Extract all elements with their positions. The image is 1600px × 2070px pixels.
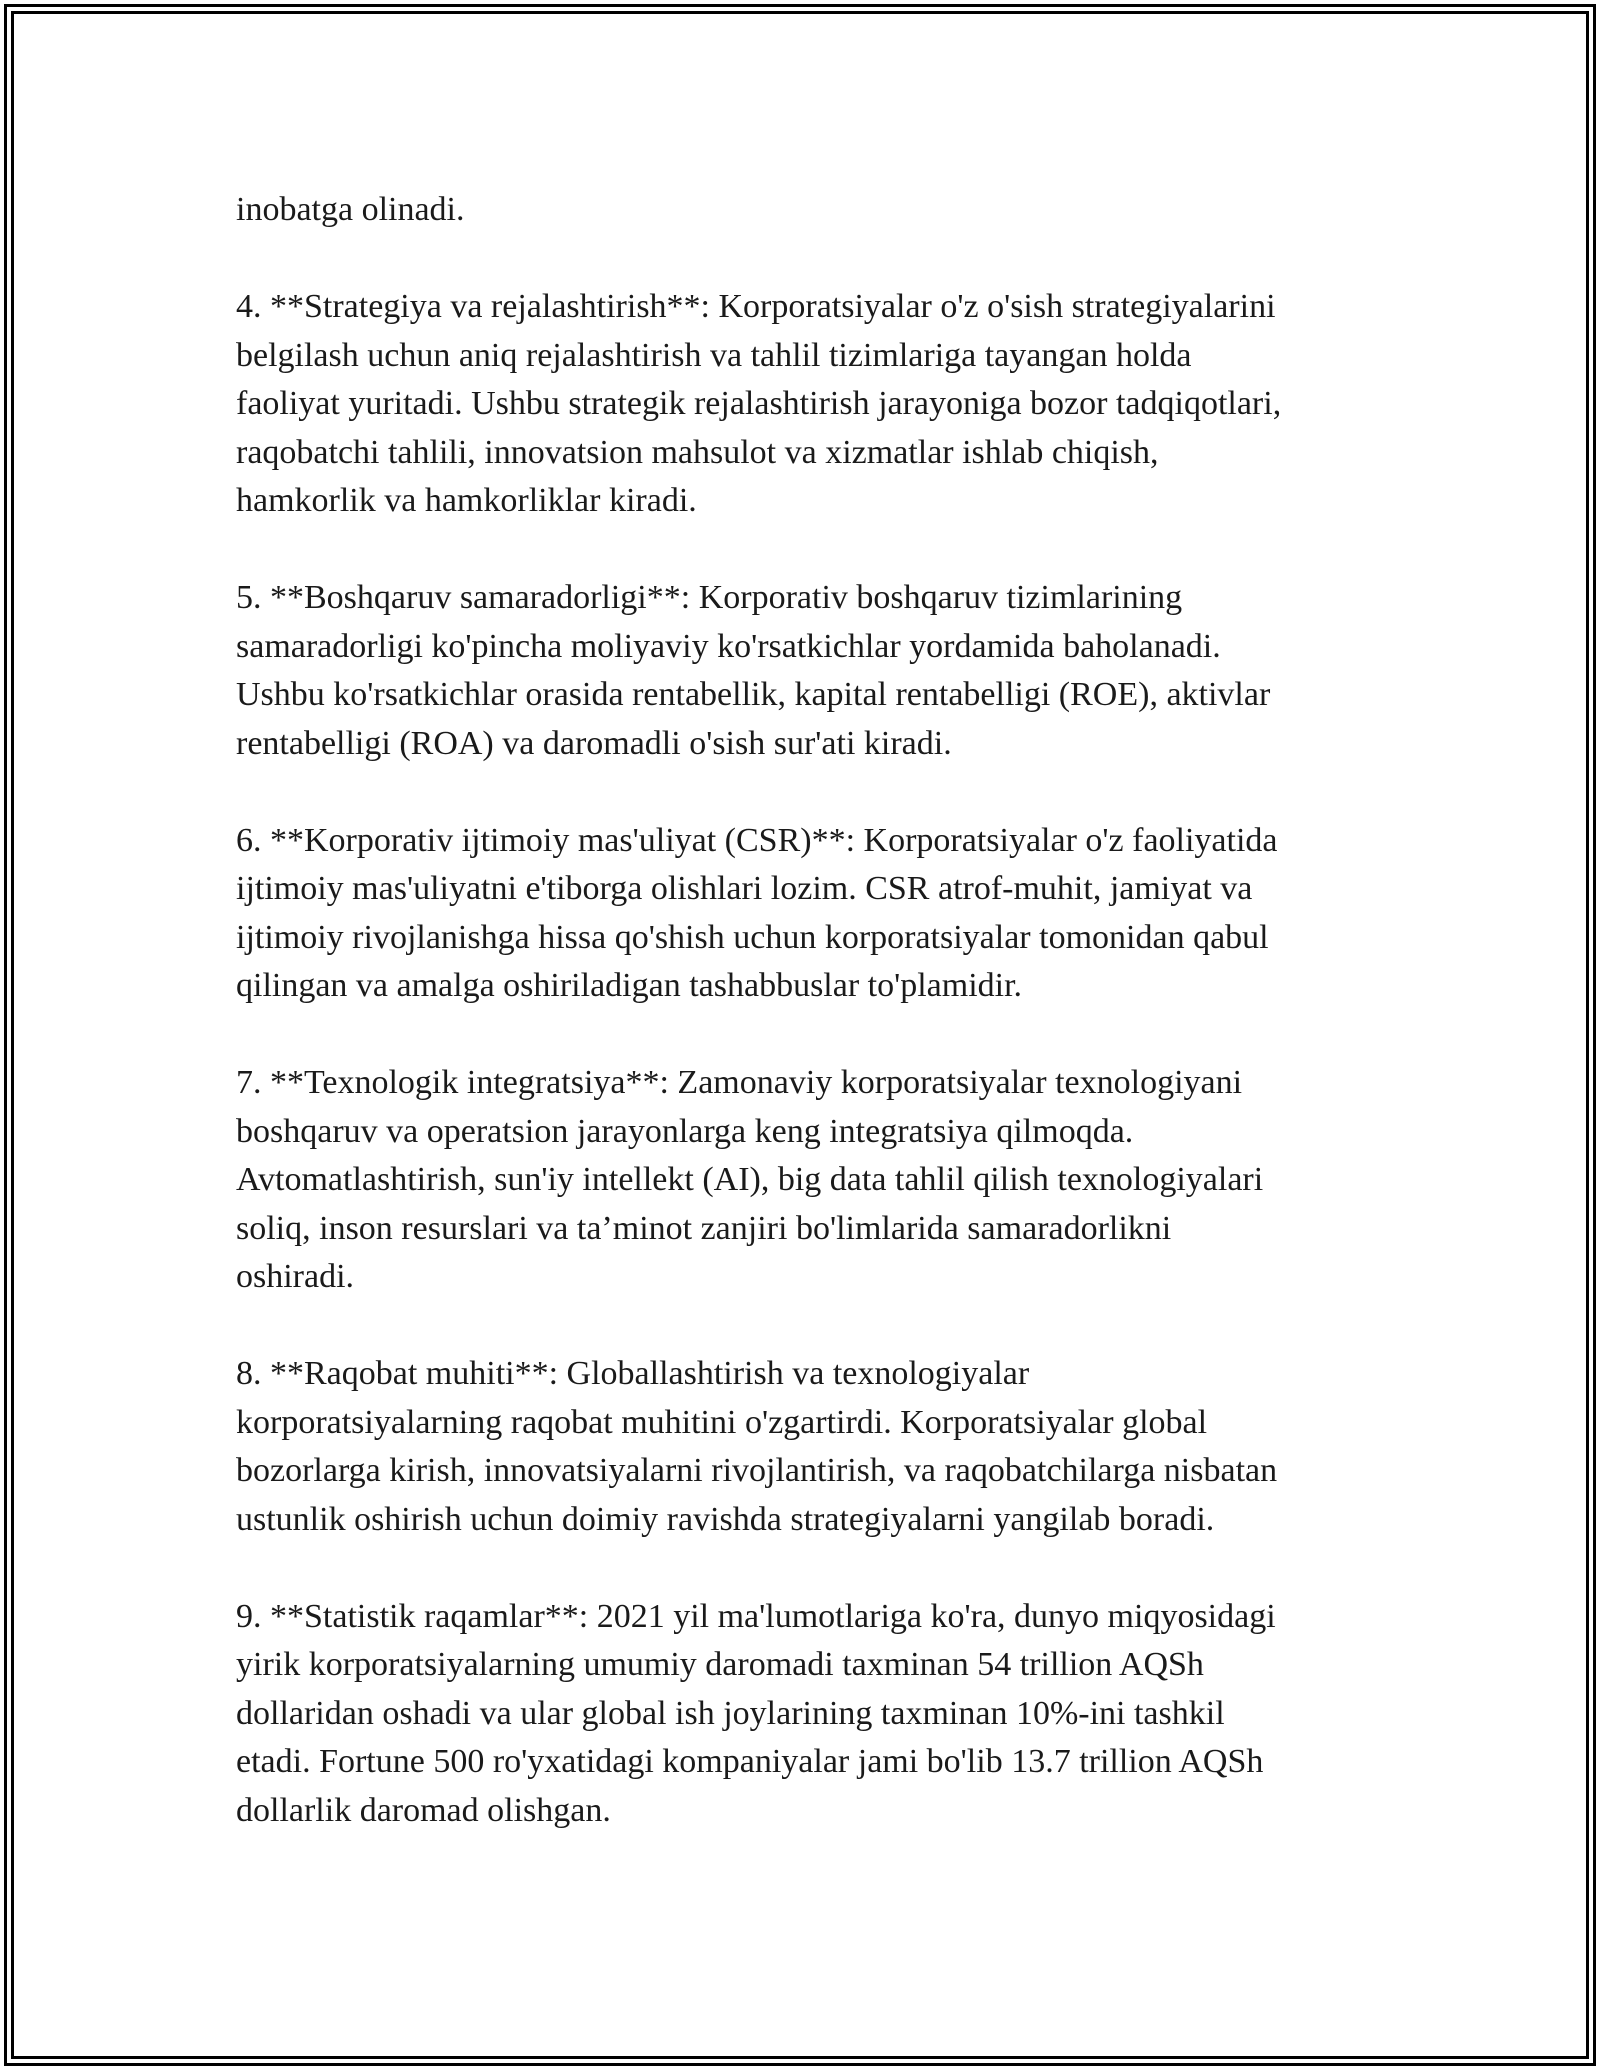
paragraph-continuation: inobatga olinadi. <box>236 191 465 228</box>
document-body <box>236 186 1376 1884</box>
paragraph-tech-integration: 7. **Texnologik integratsiya**: Zamonaviy korporatsiyalar texnologiyani boshqaruv va operatsion jarayonlarga keng integratsiya qilmoqda. Avtomatlashtirish, sun'iy intellekt (AI), big data tahlil qilish texnologiyalari soliq, inson resurslari va ta’minot zanjiri bo'limlarida samaradorlikni oshiradi. <box>236 1064 1264 1295</box>
paragraph-management-efficiency: 5. **Boshqaruv samaradorligi**: Korporativ boshqaruv tizimlarining samaradorligi ko'pincha moliyaviy ko'rsatkichlar yordamida baholanadi. Ushbu ko'rsatkichlar orasida rentabellik, kapital rentabelligi (ROE), aktivlar rentabelligi (ROA) va daromadli o'sish sur'ati kiradi. <box>236 579 1271 762</box>
paragraph-csr: 6. **Korporativ ijtimoiy mas'uliyat (CSR)**: Korporatsiyalar o'z faoliyatida ijtimoiy mas'uliyatni e'tiborga olishlari lozim. CSR atrof-muhit, jamiyat va ijtimoiy rivojlanishga hissa qo'shish uchun korporatsiyalar tomonidan qabul qilingan va amalga oshiriladigan tashabbuslar to'plamidir. <box>236 821 1278 1004</box>
paragraph-strategy-planning: 4. **Strategiya va rejalashtirish**: Korporatsiyalar o'z o'sish strategiyalarini belgilash uchun aniq rejalashtirish va tahlil tizimlariga tayangan holda faoliyat yuritadi. Ushbu strategik rejalashtirish jarayoniga bozor tadqiqotlari, raqobatchi tahlili, innovatsion mahsulot va xizmatlar ishlab chiqish, hamkorlik va hamkorliklar kiradi. <box>236 288 1282 519</box>
paragraph-statistics: 9. **Statistik raqamlar**: 2021 yil ma'lumotlariga ko'ra, dunyo miqyosidagi yirik korporatsiyalarning umumiy daromadi taxminan 54 trillion AQSh dollaridan oshadi va ular global ish joylarining taxminan 10%-ini tashkil etadi. Fortune 500 ro'yxatidagi kompaniyalar jami bo'lib 13.7 trillion AQSh dollarlik daromad olishgan. <box>236 1597 1276 1829</box>
paragraph-competition: 8. **Raqobat muhiti**: Globallashtirish va texnologiyalar korporatsiyalarning raqobat muhitini o'zgartirdi. Korporatsiyalar global bozorlarga kirish, innovatsiyalarni rivojlantirish, va raqobatchilarga nisbatan ustunlik oshirish uchun doimiy ravishda strategiyalarni yangilab boradi. <box>236 1355 1278 1538</box>
